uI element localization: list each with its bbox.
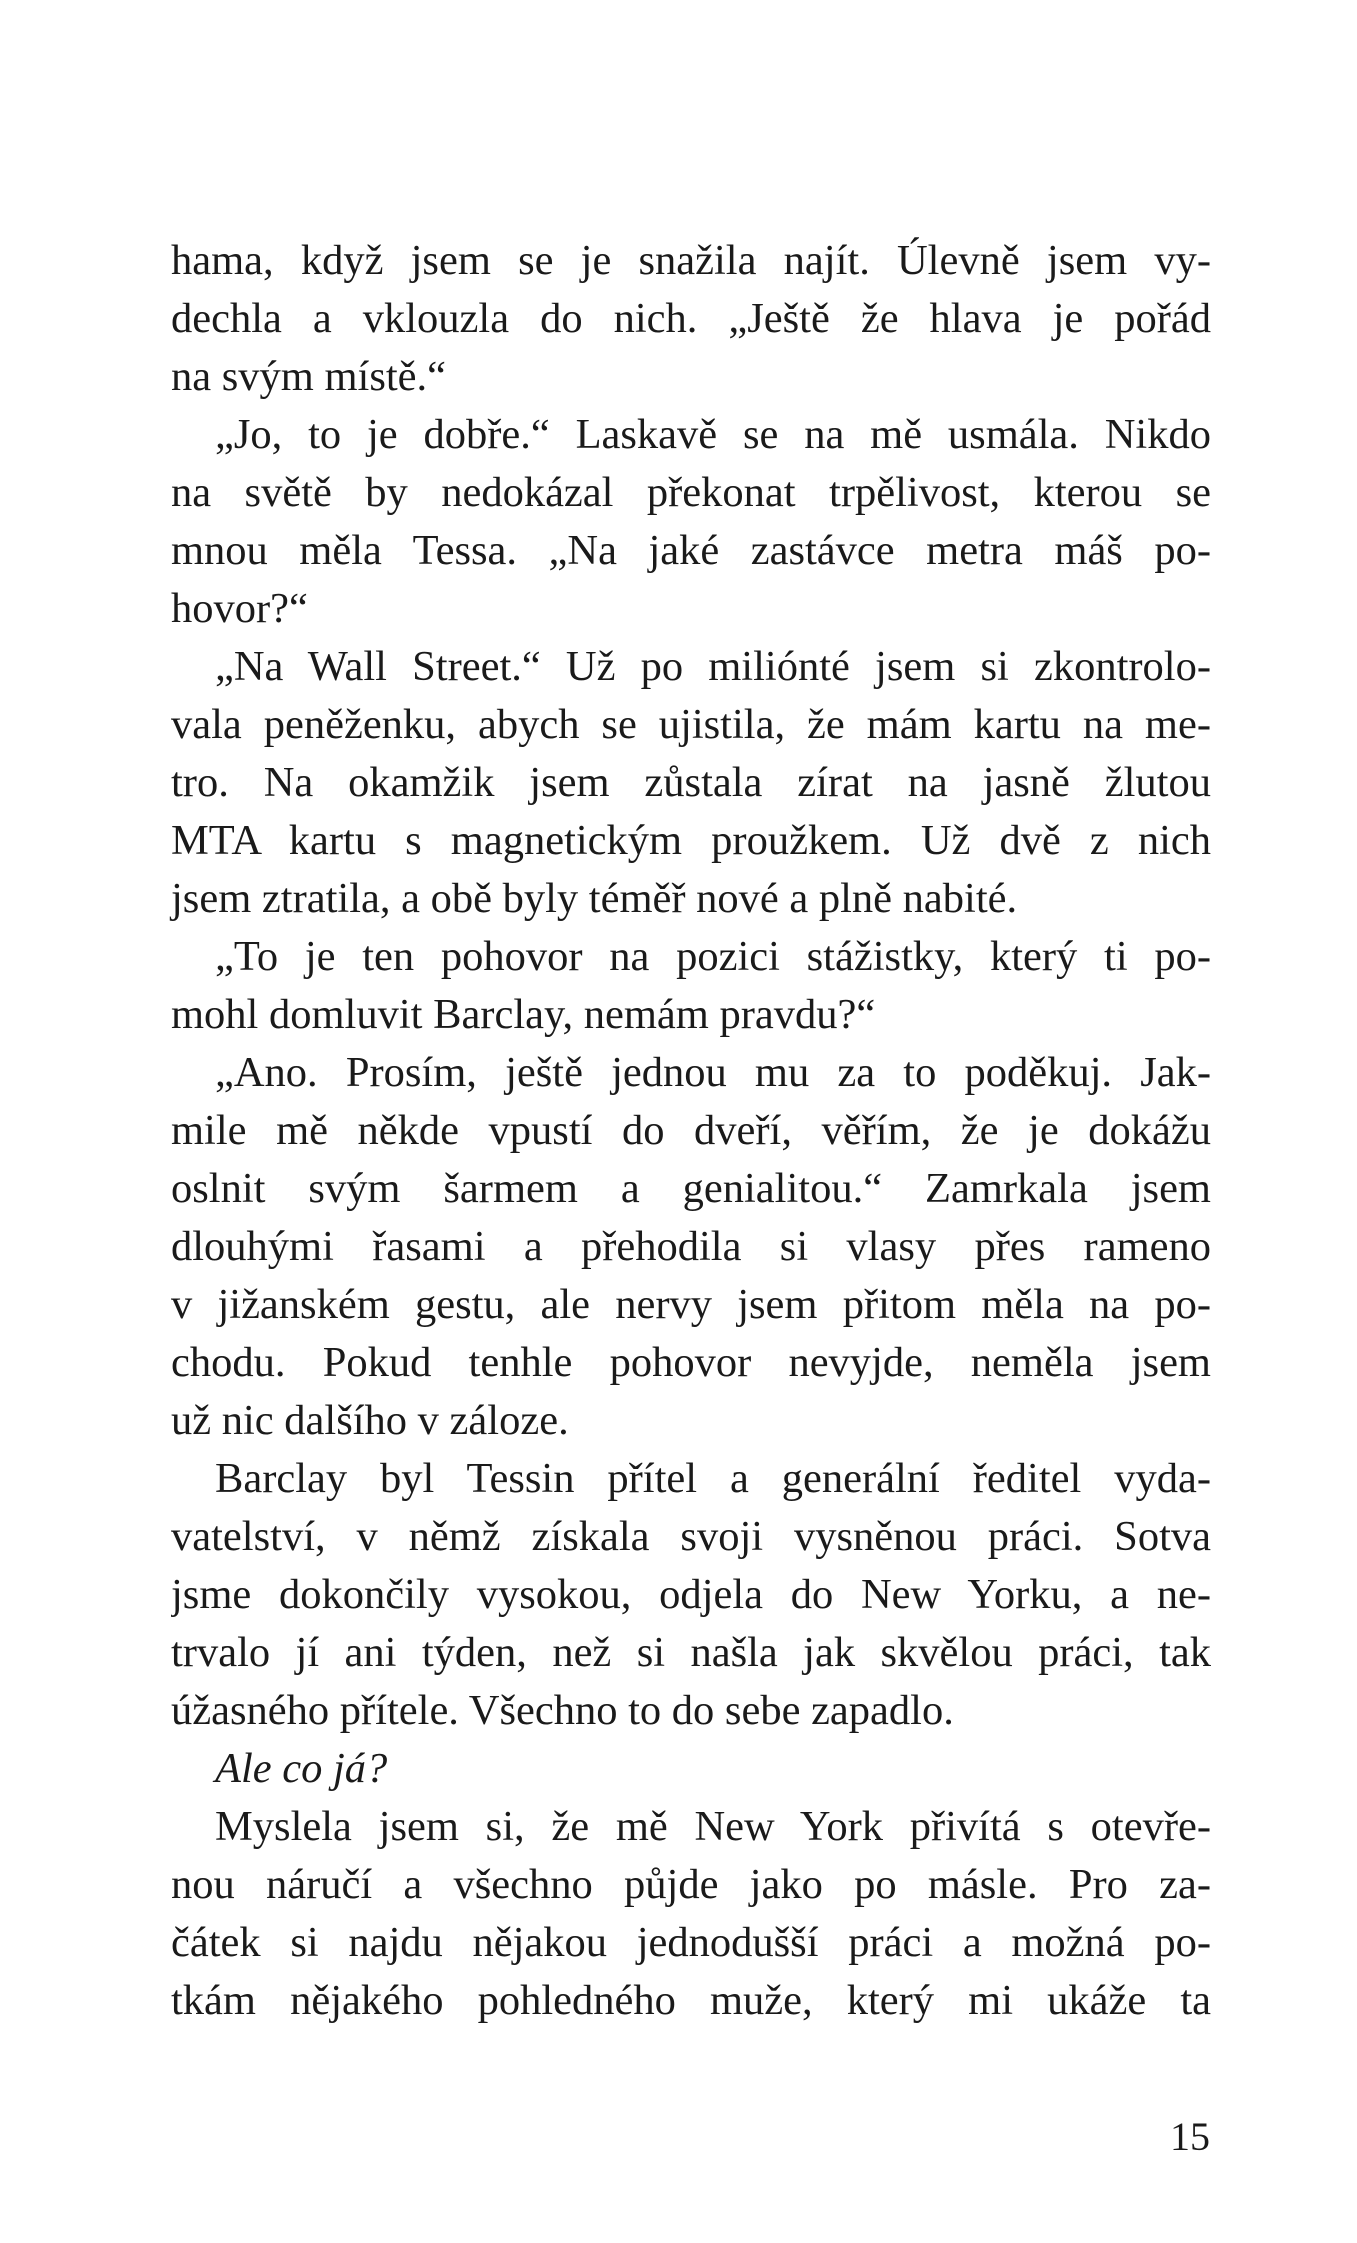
text-line: MTA kartu s magnetickým proužkem. Už dvě z nich: [171, 817, 1211, 864]
text-line: jsme dokončily vysokou, odjela do New Yorku, a ne-: [171, 1571, 1211, 1618]
text-line: vala peněženku, abych se ujistila, že mám kartu na me-: [171, 701, 1211, 748]
text-line: mile mě někde vpustí do dveří, věřím, že je dokážu: [171, 1107, 1211, 1154]
text-line: „Jo, to je dobře.“ Laskavě se na mě usmála. Nikdo: [215, 411, 1211, 458]
text-line: Myslela jsem si, že mě New York přivítá s otevře-: [215, 1803, 1211, 1850]
text-line: hama, když jsem se je snažila najít. Úlevně jsem vy-: [171, 237, 1211, 284]
text-line: tro. Na okamžik jsem zůstala zírat na jasně žlutou: [171, 759, 1211, 806]
text-line: dechla a vklouzla do nich. „Ještě že hlava je pořád: [171, 295, 1211, 342]
text-line: „To je ten pohovor na pozici stážistky, který ti po-: [215, 933, 1211, 980]
text-line: Barclay byl Tessin přítel a generální ředitel vyda-: [215, 1455, 1211, 1502]
text-line: chodu. Pokud tenhle pohovor nevyjde, neměla jsem: [171, 1339, 1211, 1386]
text-line: čátek si najdu nějakou jednodušší práci a možná po-: [171, 1919, 1211, 1966]
text-line: mohl domluvit Barclay, nemám pravdu?“: [171, 991, 876, 1038]
text-line: vatelství, v němž získala svoji vysněnou práci. Sotva: [171, 1513, 1211, 1560]
body-text: [171, 232, 1211, 2030]
text-line: „Na Wall Street.“ Už po miliónté jsem si zkontrolo-: [215, 643, 1211, 690]
text-line: v jižanském gestu, ale nervy jsem přitom měla na po-: [171, 1281, 1211, 1328]
text-line: na svým místě.“: [171, 353, 447, 400]
text-line: dlouhými řasami a přehodila si vlasy přes rameno: [171, 1223, 1211, 1270]
text-line: úžasného přítele. Všechno to do sebe zapadlo.: [171, 1687, 954, 1734]
text-line: už nic dalšího v záloze.: [171, 1397, 569, 1444]
text-line: jsem ztratila, a obě byly téměř nové a plně nabité.: [171, 875, 1018, 922]
text-line: mnou měla Tessa. „Na jaké zastávce metra máš po-: [171, 527, 1211, 574]
text-line: „Ano. Prosím, ještě jednou mu za to poděkuj. Jak-: [215, 1049, 1211, 1096]
text-line: nou náručí a všechno půjde jako po másle. Pro za-: [171, 1861, 1211, 1908]
text-line: trvalo jí ani týden, než si našla jak skvělou práci, tak: [171, 1629, 1211, 1676]
page-number: 15: [1170, 2114, 1210, 2159]
text-line: oslnit svým šarmem a genialitou.“ Zamrkala jsem: [171, 1165, 1211, 1212]
text-line: na světě by nedokázal překonat trpělivost, kterou se: [171, 469, 1211, 516]
text-line: hovor?“: [171, 585, 308, 632]
text-line: Ale co já?: [215, 1745, 388, 1792]
text-line: tkám nějakého pohledného muže, který mi ukáže ta: [171, 1977, 1211, 2024]
